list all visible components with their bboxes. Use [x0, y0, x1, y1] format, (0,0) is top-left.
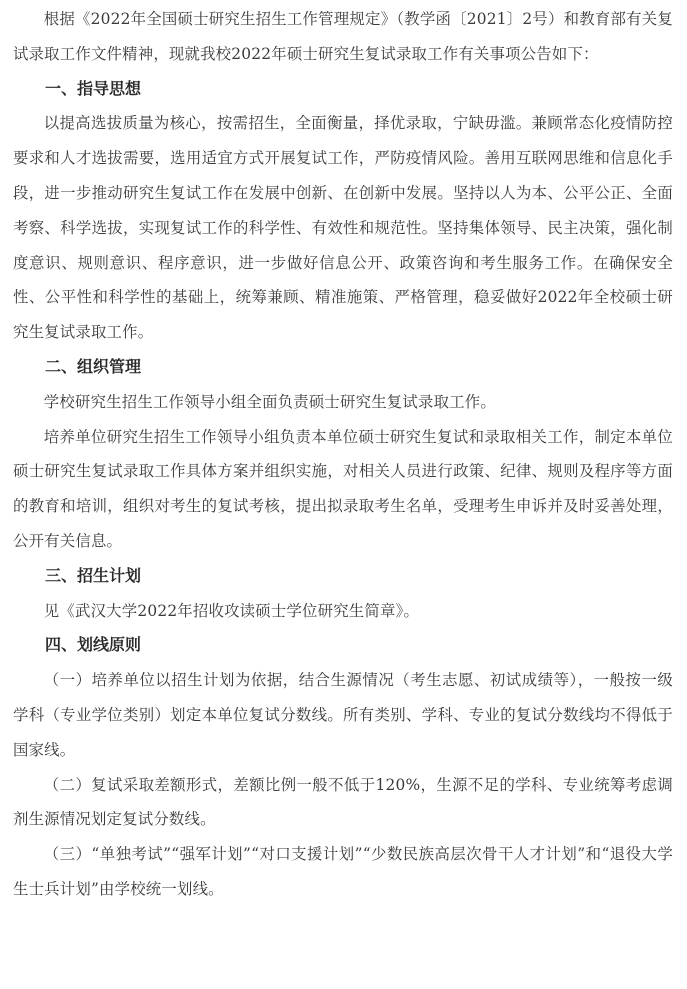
section-heading-organization: 二、组织管理	[45, 356, 142, 376]
section-heading-guiding-ideology: 一、指导思想	[45, 78, 142, 98]
cutoff-principle-item-2: （二）复试采取差额形式，差额比例一般不低于120%，生源不足的学科、专业统筹考虑调剂生源情况划定复试分数线。	[13, 775, 673, 829]
organization-paragraph-1: 学校研究生招生工作领导小组全面负责硕士研究生复试录取工作。	[43, 392, 496, 411]
enrollment-plan-paragraph: 见《武汉大学2022年招收攻读硕士学位研究生简章》。	[43, 601, 420, 620]
guiding-ideology-paragraph: 以提高选拔质量为核心，按需招生，全面衡量，择优录取，宁缺毋滥。兼顾常态化疫情防控要求和人才选拔需要，选用适宜方式开展复试工作，严防疫情风险。善用互联网思维和信息化手段，进一步推动研究生复试工作在发展中创新、在创新中发展。坚持以人为本、公平公正、全面考察、科学选拔，实现复试工作的科学性、有效性和规范性。坚持集体领导、民主决策，强化制度意识、规则意识、程序意识，进一步做好信息公开、政策咨询和考生服务工作。在确保安全性、公平性和科学性的基础上，统筹兼顾、精准施策、严格管理，稳妥做好2022年全校硕士研究生复试录取工作。	[13, 114, 673, 342]
section-heading-enrollment-plan: 三、招生计划	[45, 565, 142, 585]
cutoff-principle-item-1: （一）培养单位以招生计划为依据，结合生源情况（考生志愿、初试成绩等），一般按一级学科（专业学位类别）划定本单位复试分数线。所有类别、学科、专业的复试分数线均不得低于国家线。	[13, 671, 673, 759]
intro-paragraph: 根据《2022年全国硕士研究生招生工作管理规定》（教学函〔2021〕2号）和教育部有关复试录取工作文件精神，现就我校2022年硕士研究生复试录取工作有关事项公告如下：	[13, 10, 673, 63]
organization-paragraph-2: 培养单位研究生招生工作领导小组负责本单位硕士研究生复试和录取相关工作，制定本单位硕士研究生复试录取工作具体方案并组织实施，对相关人员进行政策、纪律、规则及程序等方面的教育和培训，组织对考生的复试考核，提出拟录取考生名单，受理考生申诉并及时妥善处理，公开有关信息。	[13, 427, 673, 550]
section-heading-cutoff-principles: 四、划线原则	[45, 635, 142, 655]
cutoff-principle-item-3: （三）“单独考试”“强军计划”“对口支援计划”“少数民族高层次骨干人才计划”和“退役大学生士兵计划”由学校统一划线。	[13, 845, 673, 898]
